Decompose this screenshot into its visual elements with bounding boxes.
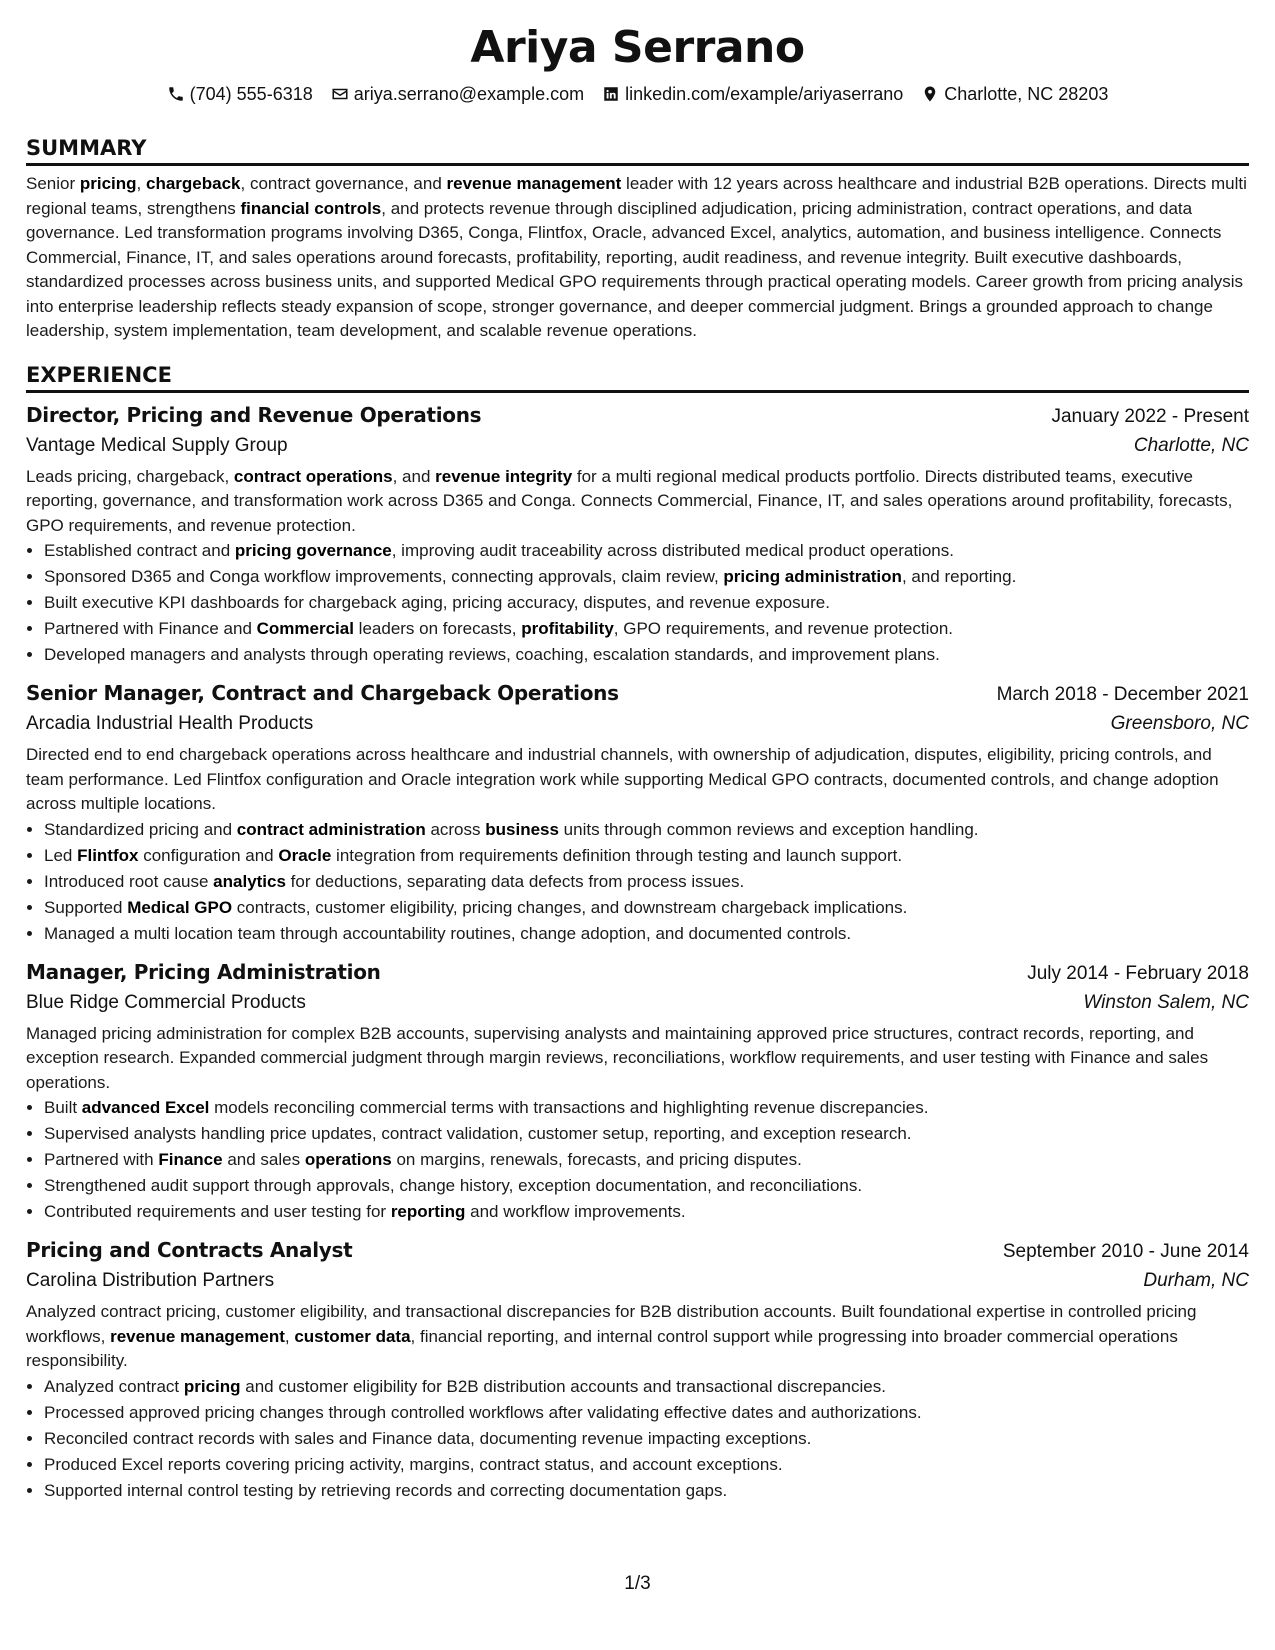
- experience-list: [26, 401, 1249, 1504]
- bullet-item: • Supported internal control testing by retrieving records and correcting documentation gaps.: [44, 1478, 1249, 1504]
- job-company: Carolina Distribution Partners: [26, 1270, 275, 1291]
- job-location: Durham, NC: [1143, 1270, 1249, 1291]
- bold-keyword: chargeback: [146, 174, 241, 193]
- contact-bar: [26, 82, 1249, 106]
- bullet-item: • Built executive KPI dashboards for chargeback aging, pricing accuracy, disputes, and revenue exposure.: [44, 590, 1249, 616]
- bullet-item: • Partnered with Finance and Commercial leaders on forecasts, profitability, GPO requirements, and revenue protection.: [44, 616, 1249, 642]
- contact-location: [921, 82, 1108, 106]
- job-dates: September 2010 - June 2014: [1002, 1241, 1249, 1262]
- job-summary: Analyzed contract pricing, customer eligibility, and transactional discrepancies for B2B distribution accounts. Built foundational expertise in controlled pricing workflows, revenue management, customer data, financial reporting, and internal control support while progressing into broader commercial operations responsibility.: [26, 1302, 1197, 1370]
- bullet-item: • Led Flintfox configuration and Oracle integration from requirements definition through testing and launch support.: [44, 843, 1249, 869]
- job-company: Blue Ridge Commercial Products: [26, 991, 306, 1013]
- bold-keyword: business: [485, 819, 559, 839]
- job-bullets: [26, 538, 1249, 668]
- bold-keyword: contract operations: [233, 466, 393, 486]
- bullet-item: • Developed managers and analysts through operating reviews, coaching, escalation standards, and improvement plans.: [44, 642, 1249, 668]
- job-entry: [26, 401, 1249, 669]
- experience-heading: EXPERIENCE: [26, 361, 1249, 393]
- bold-keyword: Oracle: [278, 845, 332, 865]
- bullet-item: • Produced Excel reports covering pricing activity, margins, contract status, and account exceptions.: [44, 1452, 1249, 1478]
- bold-keyword: advanced Excel: [81, 1098, 210, 1117]
- bullet-item: • Strengthened audit support through approvals, change history, exception documentation, and reconciliations.: [44, 1173, 1249, 1199]
- job-bullets: [26, 817, 1249, 947]
- bold-keyword: Commercial: [256, 619, 354, 638]
- job-location: Charlotte, NC: [1133, 434, 1249, 456]
- job-dates: January 2022 - Present: [1051, 405, 1249, 427]
- bullet-item: • Managed a multi location team through accountability routines, change adoption, and documented controls.: [44, 921, 1249, 947]
- bold-keyword: contract administration: [236, 819, 426, 839]
- bold-keyword: reporting: [390, 1202, 466, 1221]
- bullet-item: • Processed approved pricing changes through controlled workflows after validating effective dates and authorizations.: [44, 1400, 1249, 1426]
- bullet-item: • Supervised analysts handling price updates, contract validation, customer setup, reporting, and exception research.: [44, 1121, 1249, 1147]
- summary-text: Senior pricing, chargeback, contract governance, and revenue management leader with 12 years across healthcare and industrial B2B operations. Directs multi regional teams, strengthens financial controls, and protects revenue through disciplined adjudication, pricing administration, contract operations, and data governance. Led transformation programs involving D365, Conga, Flintfox, Oracle, advanced Excel, analytics, automation, and business intelligence. Connects Commercial, Finance, IT, and sales operations around forecasts, profitability, reporting, audit readiness, and revenue integrity. Built executive dashboards, standardized processes across business units, and supported Medical GPO requirements through practical operating models. Career growth from pricing analysis into enterprise leadership reflects steady expansion of scope, stronger governance, and deeper commercial judgment. Brings a grounded approach to change leadership, system implementation, team development, and scalable revenue operations.: [26, 174, 1247, 340]
- bold-keyword: analytics: [213, 871, 286, 891]
- job-company: Arcadia Industrial Health Products: [26, 713, 314, 734]
- job-location: Greensboro, NC: [1110, 713, 1249, 734]
- job-summary: Directed end to end chargeback operations across healthcare and industrial channels, with ownership of adjudication, disputes, eligibility, pricing controls, and team performance. Led Flintfox configuration and Oracle integration work while supporting Medical GPO contracts, documented controls, and change adoption across multiple locations.: [26, 745, 1219, 813]
- bullet-item: • Standardized pricing and contract administration across business units through common reviews and exception handling.: [44, 817, 1249, 843]
- email-text[interactable]: ariya.serrano@example.com: [353, 84, 585, 104]
- job-entry: [26, 1236, 1249, 1504]
- job-dates: July 2014 - February 2018: [1027, 962, 1249, 984]
- bold-keyword: financial controls: [240, 198, 382, 218]
- phone-icon: [167, 85, 185, 103]
- job-entry: [26, 679, 1249, 947]
- job-bullets: [26, 1374, 1249, 1504]
- bold-keyword: pricing administration: [723, 567, 902, 586]
- bullet-item: • Supported Medical GPO contracts, customer eligibility, pricing changes, and downstream chargeback implications.: [44, 895, 1249, 921]
- bold-keyword: profitability: [521, 619, 614, 638]
- phone-text: (704) 555-6318: [189, 84, 313, 104]
- email-icon: [331, 85, 349, 103]
- job-entry: [26, 958, 1249, 1226]
- bold-keyword: Finance: [158, 1150, 223, 1169]
- job-summary: Managed pricing administration for complex B2B accounts, supervising analysts and maintaining approved price structures, contract records, reporting, and exception research. Expanded commercial judgment through margin reviews, reconciliations, workflow requirements, and user testing with Finance and sales operations.: [26, 1023, 1209, 1092]
- bold-keyword: revenue management: [110, 1326, 285, 1346]
- bold-keyword: customer data: [294, 1326, 411, 1346]
- job-title: Director, Pricing and Revenue Operations: [26, 402, 482, 427]
- contact-email[interactable]: [331, 82, 584, 106]
- job-location: Winston Salem, NC: [1083, 991, 1249, 1013]
- job-summary: Leads pricing, chargeback, contract operations, and revenue integrity for a multi regional medical products portfolio. Directs distributed teams, executive reporting, governance, and transformation work across D365 and Conga. Connects Commercial, Finance, IT, and sales operations around profitability, forecasts, GPO requirements, and revenue protection.: [26, 466, 1233, 535]
- linkedin-icon: [602, 85, 620, 103]
- bold-keyword: Flintfox: [77, 845, 139, 865]
- bullet-item: • Sponsored D365 and Conga workflow improvements, connecting approvals, claim review, pricing administration, and reporting.: [44, 564, 1249, 590]
- bullet-item: • Introduced root cause analytics for deductions, separating data defects from process issues.: [44, 869, 1249, 895]
- job-dates: March 2018 - December 2021: [996, 684, 1249, 705]
- bold-keyword: pricing: [79, 174, 137, 193]
- bullet-item: • Built advanced Excel models reconciling commercial terms with transactions and highlighting revenue discrepancies.: [44, 1095, 1249, 1121]
- job-title: Pricing and Contracts Analyst: [26, 1238, 353, 1262]
- linkedin-text[interactable]: linkedin.com/example/ariyaserrano: [625, 84, 904, 104]
- bullet-item: • Contributed requirements and user testing for reporting and workflow improvements.: [44, 1199, 1249, 1225]
- job-title: Senior Manager, Contract and Chargeback Operations: [26, 681, 619, 705]
- bold-keyword: revenue integrity: [435, 466, 573, 486]
- bullet-item: • Partnered with Finance and sales operations on margins, renewals, forecasts, and pricing disputes.: [44, 1147, 1249, 1173]
- bold-keyword: revenue management: [446, 174, 622, 193]
- contact-linkedin[interactable]: [602, 82, 903, 106]
- contact-phone: [167, 82, 313, 106]
- bold-keyword: Medical GPO: [127, 897, 233, 917]
- job-company: Vantage Medical Supply Group: [26, 434, 288, 456]
- candidate-name: Ariya Serrano: [470, 22, 805, 73]
- bullet-item: • Analyzed contract pricing and customer eligibility for B2B distribution accounts and transactional discrepancies.: [44, 1374, 1249, 1400]
- summary-heading: SUMMARY: [26, 134, 1249, 166]
- job-title: Manager, Pricing Administration: [26, 959, 381, 984]
- job-bullets: [26, 1095, 1249, 1225]
- location-pin-icon: [921, 85, 939, 103]
- bold-keyword: pricing governance: [234, 541, 392, 560]
- page-number: 1/3: [624, 1573, 651, 1594]
- location-text: Charlotte, NC 28203: [944, 84, 1109, 104]
- bullet-item: • Established contract and pricing governance, improving audit traceability across distributed medical product operations.: [44, 538, 1249, 564]
- bold-keyword: operations: [304, 1150, 392, 1169]
- bold-keyword: pricing: [183, 1376, 241, 1396]
- bullet-item: • Reconciled contract records with sales and Finance data, documenting revenue impacting exceptions.: [44, 1426, 1249, 1452]
